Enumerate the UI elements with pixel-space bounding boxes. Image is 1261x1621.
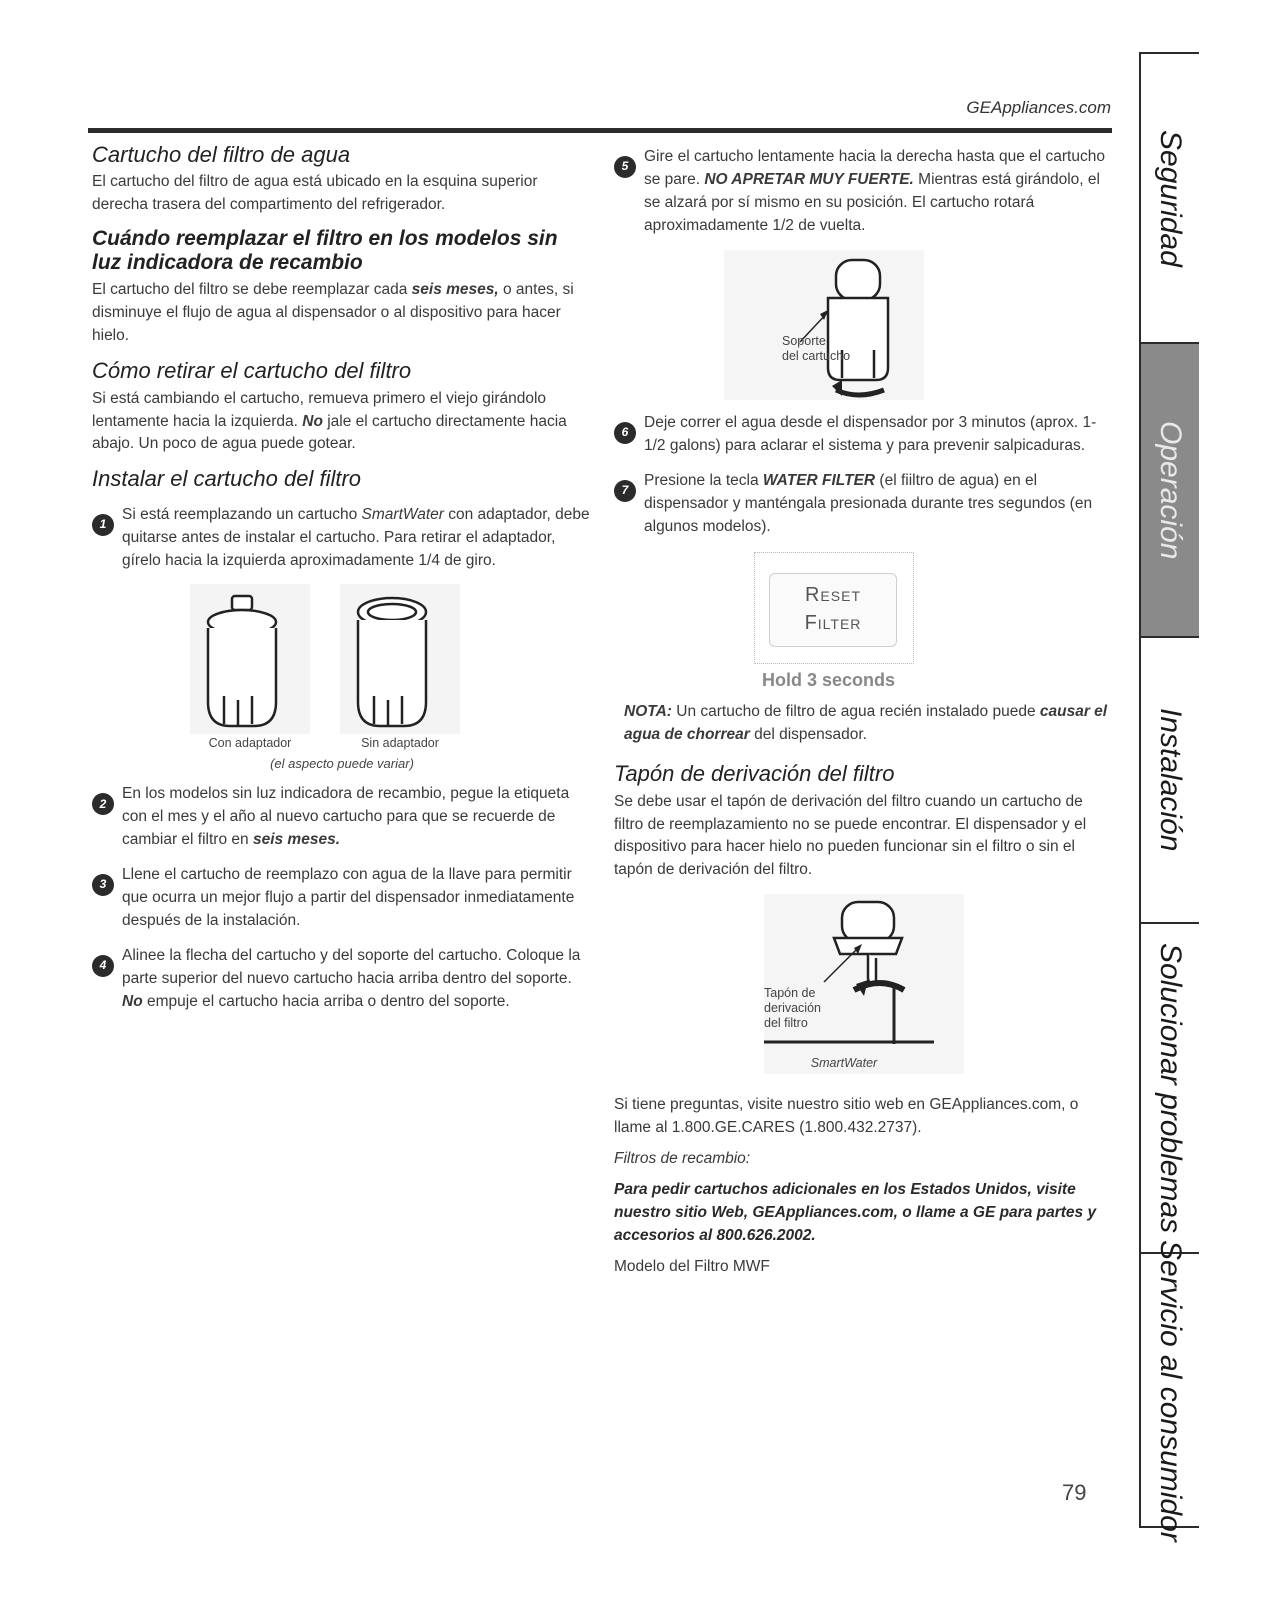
- cartridge-illustration: [190, 584, 490, 734]
- paragraph-model: Modelo del Filtro MWF: [614, 1257, 770, 1275]
- step-7: 7 Presione la tecla WATER FILTER (el fiiltro de agua) en el dispensador y manténgala presionada durante tres segundos (en algunos modelos).: [614, 470, 1114, 539]
- paragraph-when-replace: El cartucho del filtro se debe reemplazar cada seis meses, o antes, si disminuye el flujo de agua al dispensador o al dispositivo para hacer hielo.: [92, 281, 574, 345]
- figure-bypass-plug: [764, 894, 964, 1074]
- label-with-adapter: Con adaptador: [208, 736, 292, 751]
- heading-bypass-plug: Tapón de derivación del filtro: [614, 761, 895, 787]
- paragraph-order: Para pedir cartuchos adicionales en los Estados Unidos, visite nuestro sitio Web, GEAppliances.com, o llame a GE para partes y accesorios al 800.626.2002.: [614, 1181, 1097, 1245]
- tab-operacion[interactable]: Operación: [1141, 344, 1199, 638]
- step-3: 3 Llene el cartucho de reemplazo con agua de la llave para permitir que ocurra un mejor flujo a partir del dispensador inmediatamente después de la instalación.: [92, 864, 592, 933]
- reset-filter-illustration: [754, 552, 914, 664]
- smartwater-label: SmartWater: [810, 1056, 878, 1071]
- step-5: 5 Gire el cartucho lentamente hacia la derecha hasta que el cartucho se pare. NO APRETAR MUY FUERTE. Mientras está girándolo, el se alzará por sí mismo en su posición. El cartucho rotará aproximadamente 1/2 de vuelta.: [614, 146, 1114, 238]
- heading-replacement-filters: Filtros de recambio:: [614, 1150, 751, 1168]
- note: NOTA: Un cartucho de filtro de agua recién instalado puede causar el agua de chorrear del dispensador.: [624, 703, 1108, 744]
- reset-filter-button: [769, 573, 897, 647]
- tab-seguridad[interactable]: Seguridad: [1141, 54, 1199, 344]
- page-number: 79: [1062, 1480, 1087, 1505]
- step-1: 1 Si está reemplazando un cartucho SmartWater con adaptador, debe quitarse antes de instalar el cartucho. Para retirar el adaptador, gírelo hacia la izquierda aproximadamente 1/4 de giro.: [92, 504, 592, 573]
- filter-label: Filter: [804, 612, 862, 635]
- header-rule: [88, 128, 1112, 133]
- label-without-adapter: Sin adaptador: [361, 736, 439, 751]
- step-number-badge: 5: [614, 156, 636, 178]
- step-number-badge: 7: [614, 480, 636, 502]
- left-column: [92, 142, 592, 1014]
- paragraph-location: El cartucho del filtro de agua está ubicado en la esquina superior derecha trasera del compartimento del refrigerador.: [92, 173, 538, 214]
- holder-illustration: [724, 250, 924, 400]
- step-2: 2 En los modelos sin luz indicadora de recambio, pegue la etiqueta con el mes y el año al nuevo cartucho para que se recuerde de cambiar el filtro en seis meses.: [92, 783, 592, 852]
- step-6: 6 Deje correr el agua desde el dispensador por 3 minutos (aprox. 1-1/2 galons) para aclarar el sistema y para prevenir salpicaduras.: [614, 412, 1114, 458]
- reset-label: Reset: [804, 584, 861, 607]
- bypass-illustration: [764, 894, 964, 1074]
- paragraph-remove: Si está cambiando el cartucho, remueva primero el viejo girándolo lentamente hacia la izquierda. No jale el cartucho directamente hacia abajo. Un poco de agua puede gotear.: [92, 389, 567, 453]
- hold-caption: Hold 3 seconds: [762, 670, 896, 691]
- paragraph-contact: Si tiene preguntas, visite nuestro sitio web en GEAppliances.com, o llame al 1.800.GE.CARES (1.800.432.2737).: [614, 1096, 1079, 1137]
- step-number-badge: 3: [92, 874, 114, 896]
- heading-remove: Cómo retirar el cartucho del filtro: [92, 358, 412, 384]
- bypass-label: Tapón de derivación del filtro: [764, 986, 821, 1031]
- step-number-badge: 1: [92, 514, 114, 536]
- heading-when-replace: Cuándo reemplazar el filtro en los modelos sin luz indicadora de recambio: [92, 227, 558, 275]
- tab-instalacion[interactable]: Instalación: [1141, 638, 1199, 924]
- tab-solucionar-problemas[interactable]: Solucionar problemas: [1141, 924, 1199, 1254]
- site-url: GEAppliances.com: [966, 98, 1111, 117]
- figure-caption: (el aspecto puede variar): [270, 756, 414, 772]
- figure-cartridges: [190, 584, 490, 752]
- section-tabs: [1139, 52, 1199, 1542]
- tab-servicio-consumidor[interactable]: Servicio al consumidor: [1154, 1240, 1187, 1542]
- step-number-badge: 4: [92, 955, 114, 977]
- heading-install: Instalar el cartucho del filtro: [92, 466, 362, 492]
- figure-cartridge-holder: [724, 250, 924, 400]
- paragraph-bypass: Se debe usar el tapón de derivación del filtro cuando un cartucho de filtro de reemplazamiento no se puede encontrar. El dispensador y el dispositivo para hacer hielo no pueden funcionar sin el filtro o sin el tapón de derivación del filtro.: [614, 792, 1087, 879]
- step-number-badge: 2: [92, 793, 114, 815]
- step-4: 4 Alinee la flecha del cartucho y del soporte del cartucho. Coloque la parte superior del nuevo cartucho hacia arriba dentro del soporte. No empuje el cartucho hacia arriba o dentro del soporte.: [92, 945, 592, 1014]
- heading-filter-cartridge: Cartucho del filtro de agua: [92, 142, 351, 167]
- holder-label: Soporte del cartucho: [782, 333, 851, 363]
- right-column: [614, 142, 1114, 1279]
- step-number-badge: 6: [614, 422, 636, 444]
